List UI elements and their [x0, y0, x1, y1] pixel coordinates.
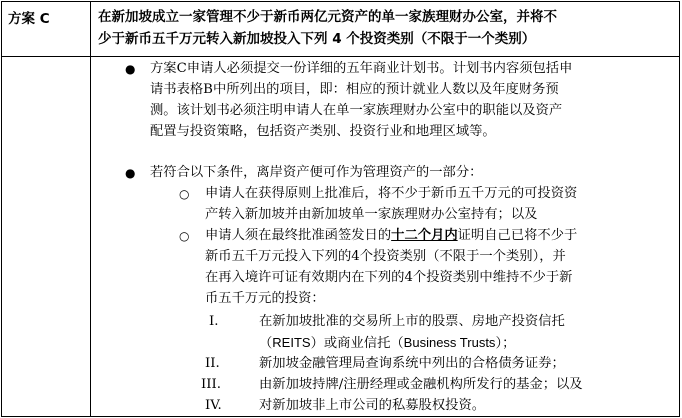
sub1-line-1: 申请人在获得原则上批准后，将不少于新币五千万元的可投资资 [205, 186, 578, 201]
item-number: I. [209, 314, 219, 329]
column-divider [90, 2, 91, 416]
sub2-line-2: 新币五千万元投入下列的4个投资类别（不限于一个类别），并 [205, 249, 566, 264]
header-line-1: 在新加坡成立一家管理不少于新币两亿元资产的单一家族理财办公室，并将不 [98, 9, 557, 25]
sub2-line-4: 币五千万元的投资： [205, 291, 325, 306]
bullet1-line-3: 测。该计划书必须注明申请人在单一家族理财办公室中的职能以及资产 [150, 103, 563, 118]
row-divider [2, 56, 679, 57]
sub2-line-1-pre: 申请人须在最终批准函签发日的 [205, 228, 392, 243]
item-number: II. [205, 356, 220, 371]
item-1-paren-close: ）； [495, 336, 516, 351]
bullet1-line-4: 配置与投资策略，包括资产类别、投资行业和地理区域等。 [150, 124, 496, 139]
item-2-text: 新加坡金融管理局查询系统中列出的合格债务证券； [259, 356, 565, 371]
sub2-line-3: 在再入境许可证有效期内在下列的4个投资类别中维持不少于新 [205, 270, 573, 285]
item-4-text: 对新加坡非上市公司的私募股权投资。 [259, 398, 486, 413]
circle-bullet-icon: ○ [179, 187, 190, 201]
bullet1-line-2: 请书表格B中所列出的项目，即：相应的预计就业人数以及年度财务预 [150, 82, 559, 97]
bullet2-intro: 若符合以下条件，离岸资产便可作为管理资产的一部分： [150, 165, 483, 180]
item-1-mid: ）或商业信托（ [310, 336, 404, 351]
item-1-line-1: 在新加坡批准的交易所上市的股票、房地产投资信托 [259, 314, 565, 329]
item-number: IV. [205, 398, 222, 413]
sub2-emphasis: 十二个月内 [391, 228, 458, 243]
item-1-reits: REITS [272, 335, 311, 350]
header-line-2: 少于新币五千万元转入新加坡投入下列 4 个投资类别（不限于一个类别） [98, 31, 536, 47]
item-1-business-trusts: Business Trusts [403, 335, 496, 350]
bullet-icon: ● [125, 166, 136, 180]
scheme-table [1, 1, 680, 417]
item-1-paren-open: （ [259, 336, 273, 351]
scheme-label: 方案 C [8, 11, 50, 27]
sub1-line-2: 产转入新加坡并由新加坡单一家族理财办公室持有；以及 [205, 207, 538, 222]
sub2-line-1 [205, 227, 577, 245]
item-1-line-2 [259, 334, 515, 353]
sub2-line-1-post: 证明自己已将不少于 [457, 228, 578, 243]
scheme-header [98, 6, 668, 50]
circle-bullet-icon: ○ [179, 229, 190, 243]
item-number: III. [201, 377, 221, 392]
item-3-text: 由新加坡持牌/注册经理或金融机构所发行的基金；以及 [259, 377, 583, 392]
bullet1-line-1: 方案C申请人必须提交一份详细的五年商业计划书。计划书内容须包括申 [150, 61, 573, 76]
bullet-icon: ● [125, 62, 136, 76]
